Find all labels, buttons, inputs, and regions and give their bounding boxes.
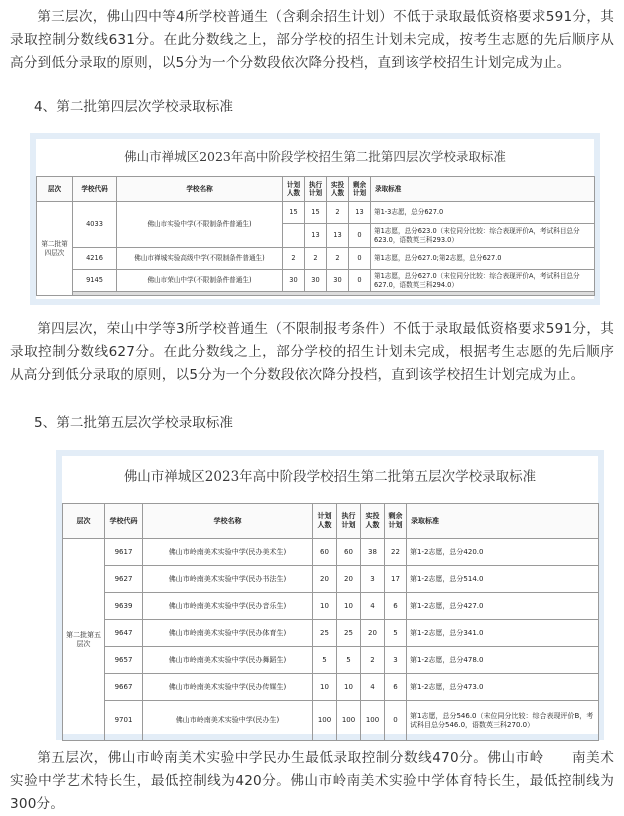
paragraph-level5: 第五层次，佛山市岭南美术实验中学民办生最低录取控制分数线470分。佛山市岭 南美术实验中学艺术特长生，最低控制线为420分。佛山市岭南美术实验中学体育特长生，最低控制线为300分。 bbox=[10, 750, 614, 812]
col-standard: 录取标准 bbox=[407, 504, 599, 539]
table4 bbox=[36, 176, 595, 296]
school-cell: 佛山市荣山中学(不限制条件普通生) bbox=[117, 270, 283, 292]
level-cell: 第二批第四层次 bbox=[37, 202, 73, 296]
plan-cell: 60 bbox=[313, 539, 337, 566]
plan-cell: 2 bbox=[283, 248, 305, 270]
remain-cell: 6 bbox=[385, 593, 407, 620]
table4-title: 佛山市禅城区2023年高中阶段学校招生第二批第四层次学校录取标准 bbox=[124, 149, 506, 164]
exec-cell: 100 bbox=[337, 701, 361, 741]
remain-cell: 13 bbox=[349, 202, 371, 224]
code-cell: 9657 bbox=[105, 647, 143, 674]
standard-cell: 第1-2志愿，总分478.0 bbox=[407, 647, 599, 674]
standard-cell: 第1-2志愿，总分427.0 bbox=[407, 593, 599, 620]
code-cell: 9145 bbox=[73, 270, 117, 292]
col-level: 层次 bbox=[63, 504, 105, 539]
remain-cell: 0 bbox=[349, 248, 371, 270]
school-cell: 佛山市岭南美术实验中学(民办音乐生) bbox=[143, 593, 313, 620]
table-row bbox=[37, 270, 595, 292]
actual-cell: 2 bbox=[361, 647, 385, 674]
standard-cell: 第1-3志愿，总分627.0 bbox=[371, 202, 595, 224]
table5-frame bbox=[56, 450, 604, 740]
actual-cell: 2 bbox=[327, 202, 349, 224]
table5-header-row bbox=[63, 504, 599, 539]
table5-sheet bbox=[62, 456, 598, 734]
table-row bbox=[63, 566, 599, 593]
actual-cell: 13 bbox=[327, 224, 349, 248]
exec-cell: 5 bbox=[337, 647, 361, 674]
col-actual: 实投人数 bbox=[361, 504, 385, 539]
remain-cell: 0 bbox=[349, 270, 371, 292]
code-cell: 9701 bbox=[105, 701, 143, 741]
table5-title: 佛山市禅城区2023年高中阶段学校招生第二批第五层次学校录取标准 bbox=[123, 469, 537, 485]
exec-cell: 2 bbox=[305, 248, 327, 270]
table-row bbox=[63, 539, 599, 566]
table4-header-row bbox=[37, 177, 595, 202]
level-cell: 第二批第五层次 bbox=[63, 539, 105, 741]
paragraph-level3: 第三层次，佛山四中等4所学校普通生（含剩余招生计划）不低于录取最低资格要求591分，其录取控制分数线631分。在此分数线之上，部分学校的招生计划未完成，按考生志愿的先后顺序从高分到低分录取的原则，以5分为一个分数段依次降分投档，直到该学校招生计划完成为止。 bbox=[10, 9, 614, 71]
paragraph-level4: 第四层次，荣山中学等3所学校普通生（不限制报考条件）不低于录取最低资格要求591分，其录取控制分数线627分。在此分数线之上，部分学校的招生计划未完成，根据考生志愿的先后顺序从高分到低分录取的原则，以5分为一个分数段依次降分投档，直到该学校招生计划完成为止。 bbox=[10, 321, 614, 383]
remain-cell: 6 bbox=[385, 674, 407, 701]
actual-cell: 4 bbox=[361, 674, 385, 701]
standard-cell: 第1志愿，总分627.0（末位同分比较：综合表现评价A，考试科目总分627.0，语数英三科294.0） bbox=[371, 270, 595, 292]
table4-frame bbox=[30, 133, 600, 305]
table-row bbox=[63, 593, 599, 620]
table-row bbox=[63, 620, 599, 647]
col-level: 层次 bbox=[37, 177, 73, 202]
code-cell: 9647 bbox=[105, 620, 143, 647]
standard-cell: 第1志愿，总分623.0（末位同分比较：综合表现评价A，考试科目总分623.0，语数英三科293.0） bbox=[371, 224, 595, 248]
plan-cell: 15 bbox=[283, 202, 305, 224]
school-cell: 佛山市禅城实验高级中学(不限制条件普通生) bbox=[117, 248, 283, 270]
remain-cell: 22 bbox=[385, 539, 407, 566]
col-actual: 实投人数 bbox=[327, 177, 349, 202]
table-row bbox=[37, 202, 595, 224]
col-school: 学校名称 bbox=[143, 504, 313, 539]
actual-cell: 3 bbox=[361, 566, 385, 593]
plan-cell: 20 bbox=[313, 566, 337, 593]
col-remain: 剩余计划 bbox=[349, 177, 371, 202]
col-standard: 录取标准 bbox=[371, 177, 595, 202]
plan-cell: 30 bbox=[283, 270, 305, 292]
table-row bbox=[63, 674, 599, 701]
col-plan: 计划人数 bbox=[313, 504, 337, 539]
remain-cell: 0 bbox=[385, 701, 407, 741]
school-cell: 佛山市岭南美术实验中学(民办美术生) bbox=[143, 539, 313, 566]
standard-cell: 第1-2志愿，总分514.0 bbox=[407, 566, 599, 593]
code-cell: 9667 bbox=[105, 674, 143, 701]
table-row-filler bbox=[37, 292, 595, 296]
standard-cell: 第1-2志愿，总分420.0 bbox=[407, 539, 599, 566]
exec-cell: 60 bbox=[337, 539, 361, 566]
school-cell: 佛山市岭南美术实验中学(民办生) bbox=[143, 701, 313, 741]
actual-cell: 4 bbox=[361, 593, 385, 620]
exec-cell: 30 bbox=[305, 270, 327, 292]
standard-cell: 第1志愿，总分546.0（末位同分比较：综合表现评价B，考试科目总分546.0，语数英三科270.0） bbox=[407, 701, 599, 741]
col-exec: 执行计划 bbox=[337, 504, 361, 539]
code-cell: 9617 bbox=[105, 539, 143, 566]
school-cell: 佛山市岭南美术实验中学(民办舞蹈生) bbox=[143, 647, 313, 674]
exec-cell: 15 bbox=[305, 202, 327, 224]
col-school: 学校名称 bbox=[117, 177, 283, 202]
table5 bbox=[62, 503, 599, 741]
actual-cell: 20 bbox=[361, 620, 385, 647]
col-exec: 执行计划 bbox=[305, 177, 327, 202]
plan-cell: 25 bbox=[313, 620, 337, 647]
actual-cell: 30 bbox=[327, 270, 349, 292]
plan-cell: 10 bbox=[313, 674, 337, 701]
plan-cell: 100 bbox=[313, 701, 337, 741]
actual-cell: 100 bbox=[361, 701, 385, 741]
col-code: 学校代码 bbox=[105, 504, 143, 539]
remain-cell: 0 bbox=[349, 224, 371, 248]
table-filler-cell bbox=[73, 292, 595, 296]
actual-cell: 2 bbox=[327, 248, 349, 270]
exec-cell: 10 bbox=[337, 593, 361, 620]
school-cell: 佛山市实验中学(不限制条件普通生) bbox=[117, 202, 283, 248]
school-cell: 佛山市岭南美术实验中学(民办书法生) bbox=[143, 566, 313, 593]
standard-cell: 第1志愿，总分627.0;第2志愿，总分627.0 bbox=[371, 248, 595, 270]
exec-cell: 10 bbox=[337, 674, 361, 701]
school-cell: 佛山市岭南美术实验中学(民办体育生) bbox=[143, 620, 313, 647]
code-cell: 4216 bbox=[73, 248, 117, 270]
school-cell: 佛山市岭南美术实验中学(民办传媒生) bbox=[143, 674, 313, 701]
exec-cell: 25 bbox=[337, 620, 361, 647]
section5-heading: 5、第二批第五层次学校录取标准 bbox=[34, 415, 233, 431]
table-row bbox=[63, 701, 599, 741]
section4-heading: 4、第二批第四层次学校录取标准 bbox=[34, 99, 233, 115]
col-plan: 计划人数 bbox=[283, 177, 305, 202]
table4-sheet bbox=[36, 139, 594, 299]
table-row bbox=[63, 647, 599, 674]
code-cell: 9639 bbox=[105, 593, 143, 620]
actual-cell: 38 bbox=[361, 539, 385, 566]
exec-cell: 20 bbox=[337, 566, 361, 593]
table-row bbox=[37, 248, 595, 270]
standard-cell: 第1-2志愿，总分341.0 bbox=[407, 620, 599, 647]
plan-cell: 5 bbox=[313, 647, 337, 674]
plan-cell bbox=[283, 224, 305, 248]
plan-cell: 10 bbox=[313, 593, 337, 620]
standard-cell: 第1-2志愿，总分473.0 bbox=[407, 674, 599, 701]
remain-cell: 5 bbox=[385, 620, 407, 647]
col-remain: 剩余计划 bbox=[385, 504, 407, 539]
col-code: 学校代码 bbox=[73, 177, 117, 202]
exec-cell: 13 bbox=[305, 224, 327, 248]
code-cell: 9627 bbox=[105, 566, 143, 593]
remain-cell: 3 bbox=[385, 647, 407, 674]
remain-cell: 17 bbox=[385, 566, 407, 593]
code-cell: 4033 bbox=[73, 202, 117, 248]
